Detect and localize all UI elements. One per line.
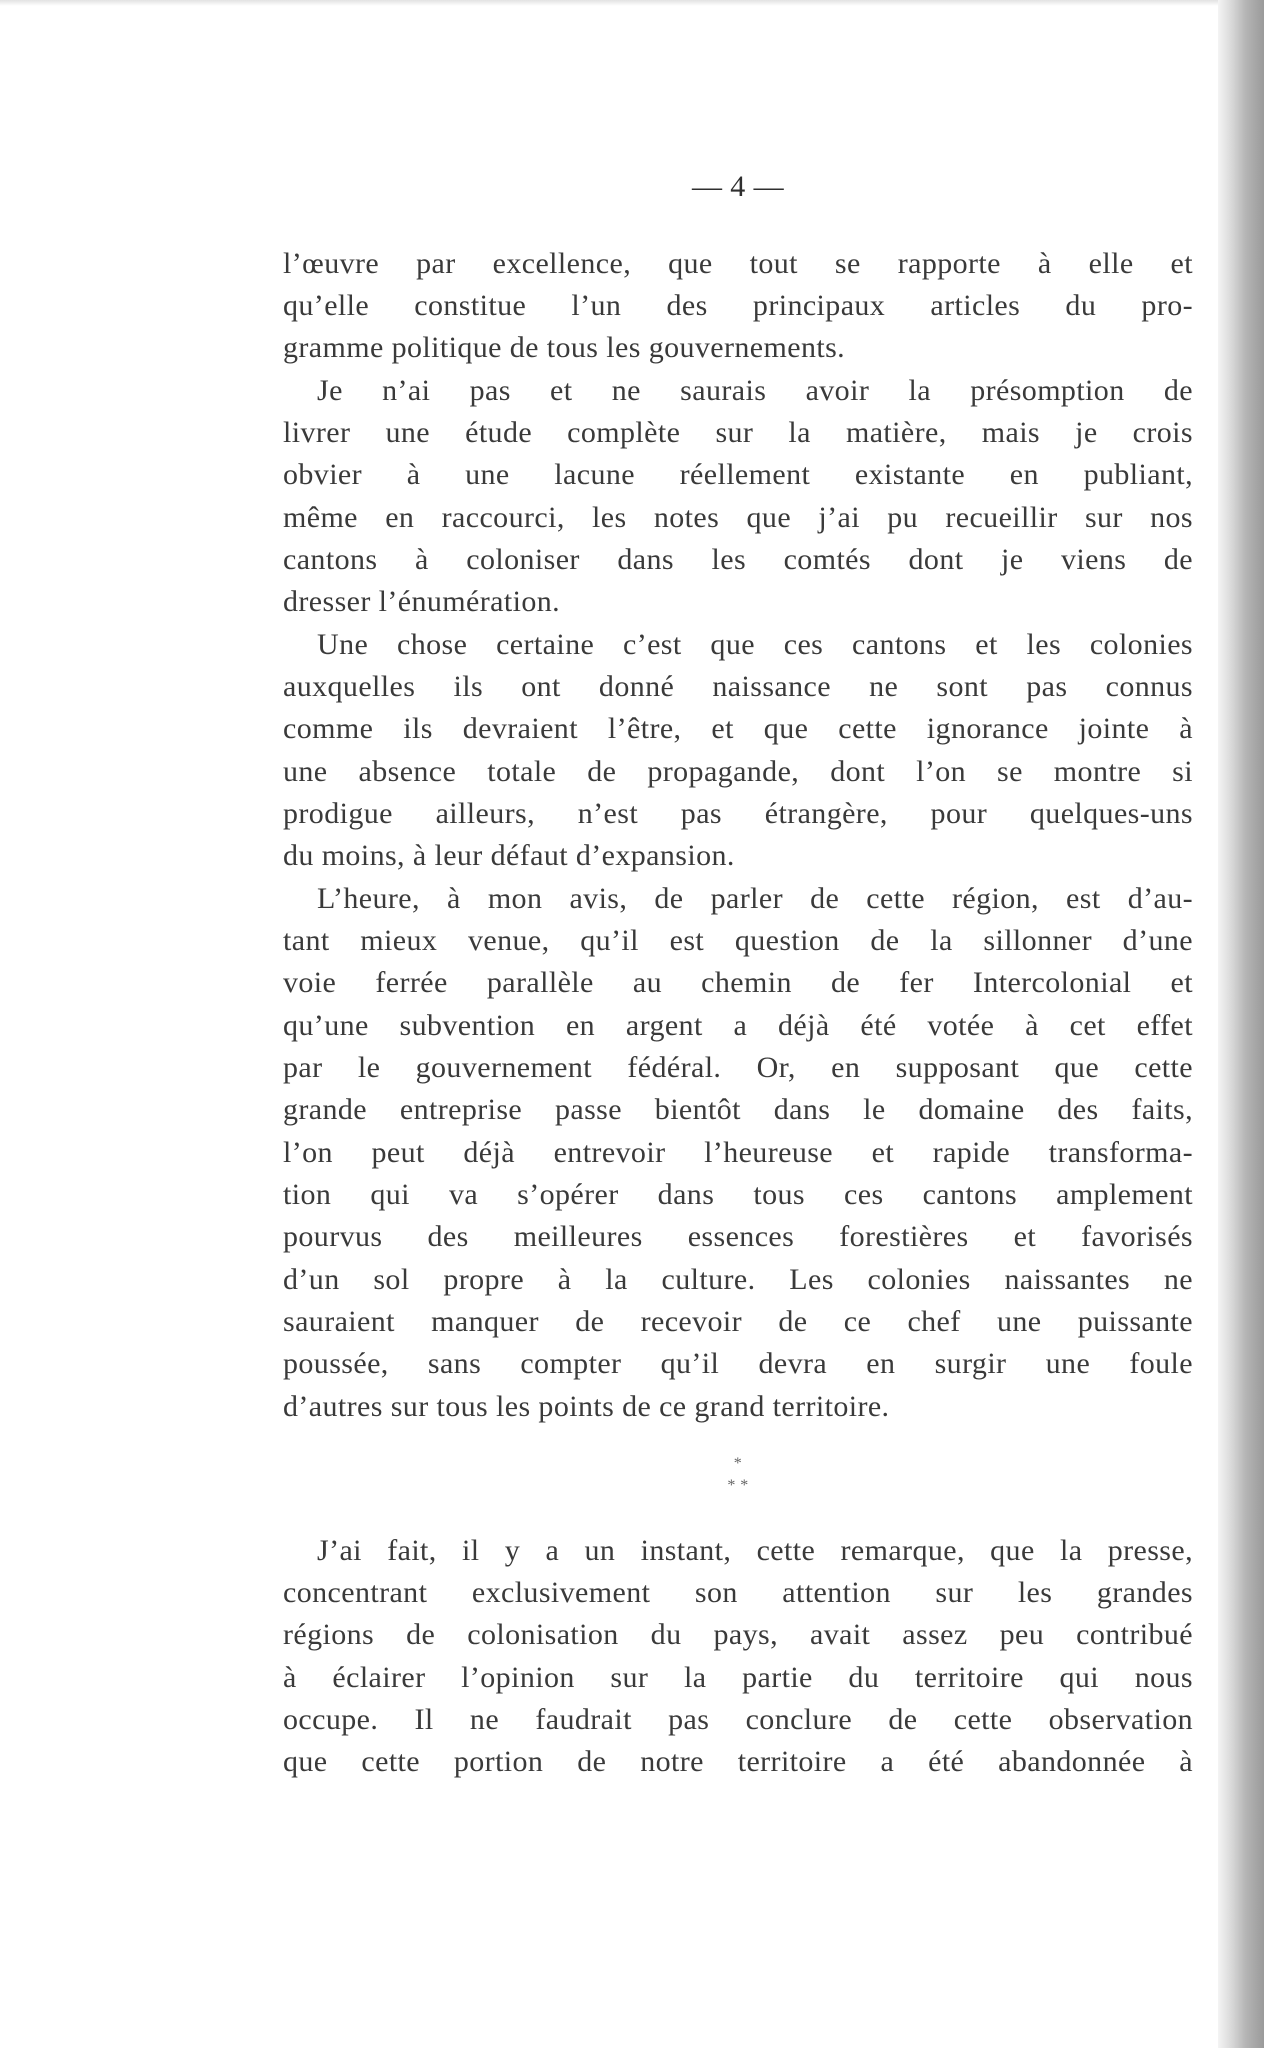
text-line: régions de colonisation du pays, avait assez peu contribué bbox=[283, 1618, 1193, 1651]
top-edge-shadow bbox=[0, 0, 1264, 6]
text-line: grande entreprise passe bientôt dans le domaine des faits, bbox=[283, 1093, 1193, 1126]
text-line: obvier à une lacune réellement existante en publiant, bbox=[283, 458, 1193, 491]
text-line: l’on peut déjà entrevoir l’heureuse et rapide transforma- bbox=[283, 1136, 1193, 1169]
text-line: auxquelles ils ont donné naissance ne sont pas connus bbox=[283, 670, 1193, 703]
text-line: occupe. Il ne faudrait pas conclure de cette observation bbox=[283, 1703, 1193, 1736]
text-line: tant mieux venue, qu’il est question de la sillonner d’une bbox=[283, 924, 1193, 957]
text-line: voie ferrée parallèle au chemin de fer Intercolonial et bbox=[283, 966, 1193, 999]
text-line: Je n’ai pas et ne saurais avoir la présomption de bbox=[317, 374, 1193, 407]
text-line: comme ils devraient l’être, et que cette ignorance jointe à bbox=[283, 712, 1193, 745]
text-line: concentrant exclusivement son attention sur les grandes bbox=[283, 1576, 1193, 1609]
text-line: livrer une étude complète sur la matière, mais je crois bbox=[283, 416, 1193, 449]
asterism-top: * bbox=[733, 1455, 743, 1472]
text-line: dresser l’énumération. bbox=[283, 585, 561, 618]
text-line: qu’une subvention en argent a déjà été votée à cet effet bbox=[283, 1009, 1193, 1042]
text-line: du moins, à leur défaut d’expansion. bbox=[283, 839, 735, 872]
text-line: d’autres sur tous les points de ce grand territoire. bbox=[283, 1390, 890, 1423]
text-line: par le gouvernement fédéral. Or, en supposant que cette bbox=[283, 1051, 1193, 1084]
text-line: cantons à coloniser dans les comtés dont je viens de bbox=[283, 543, 1193, 576]
text-line: tion qui va s’opérer dans tous ces cantons amplement bbox=[283, 1178, 1193, 1211]
text-line: que cette portion de notre territoire a été abandonnée à bbox=[283, 1745, 1193, 1778]
asterism-bottom: * * bbox=[727, 1477, 749, 1494]
page-edge-shadow bbox=[1218, 0, 1264, 2048]
text-line: à éclairer l’opinion sur la partie du territoire qui nous bbox=[283, 1661, 1193, 1694]
text-line: même en raccourci, les notes que j’ai pu recueillir sur nos bbox=[283, 501, 1193, 534]
text-line: J’ai fait, il y a un instant, cette remarque, que la presse, bbox=[317, 1534, 1193, 1567]
text-line: poussée, sans compter qu’il devra en surgir une foule bbox=[283, 1347, 1193, 1380]
text-line: qu’elle constitue l’un des principaux articles du pro- bbox=[283, 289, 1193, 322]
text-line: une absence totale de propagande, dont l’on se montre si bbox=[283, 755, 1193, 788]
text-line: sauraient manquer de recevoir de ce chef une puissante bbox=[283, 1305, 1193, 1338]
page-number: — 4 — bbox=[692, 170, 784, 203]
text-line: pourvus des meilleures essences forestières et favorisés bbox=[283, 1220, 1193, 1253]
text-line: l’œuvre par excellence, que tout se rapporte à elle et bbox=[283, 247, 1193, 280]
text-line: d’un sol propre à la culture. Les colonies naissantes ne bbox=[283, 1263, 1193, 1296]
text-line: prodigue ailleurs, n’est pas étrangère, pour quelques-uns bbox=[283, 797, 1193, 830]
text-line: gramme politique de tous les gouvernements. bbox=[283, 331, 846, 364]
text-line: Une chose certaine c’est que ces cantons et les colonies bbox=[317, 628, 1193, 661]
text-line: L’heure, à mon avis, de parler de cette région, est d’au- bbox=[317, 882, 1193, 915]
